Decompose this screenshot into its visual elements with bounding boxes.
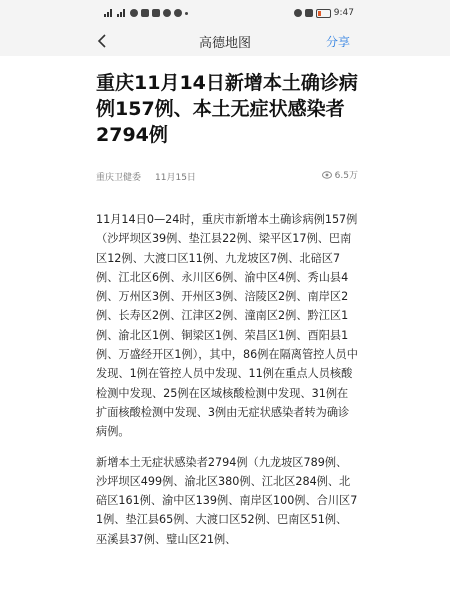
app-icon-2 [174,9,182,17]
nav-title: 高德地图 [198,35,251,51]
app-icon [163,9,171,17]
status-time: 9:47 [333,8,354,18]
signal-icon-2 [117,9,127,17]
article [96,56,358,549]
status-bar [0,0,450,26]
status-icons-left [104,9,188,17]
notification-icon [141,9,149,17]
nav-bar [0,26,450,56]
article-paragraph-2: 新增本土无症状感染者2794例（九龙坡区789例、沙坪坝区499例、渝北区380例、江北区284例、北碚区161例、渝中区139例、南岸区100例、合川区71例、垫江县65例、大渡口区52例、巴南区51例、巫溪县37例、璧山区21例、 [96,455,358,546]
view-count [322,168,358,181]
signal-icon [104,9,114,17]
article-source[interactable]: 重庆卫健委 [96,172,142,183]
eye-icon [322,171,332,179]
battery-icon [316,9,331,18]
article-paragraph-1: 11月14日0—24时，重庆市新增本土确诊病例157例（沙坪坝区39例、垫江县22例、梁平区17例、巴南区12例、大渡口区11例、九龙坡区7例、北碚区7例、江北区6例、永川区6例、渝中区4例、秀山县4例、万州区3例、开州区3例、涪陵区2例、南岸区2例、长寿区2例、江津区2例、潼南区2例、黔江区1例、渝北区1例、铜梁区1例、荣昌区1例、酉阳县1例、万盛经开区1例），其中，86例在隔离管控人员中发现、1例在管控人员中发现、11例在重点人员核酸检测中发现、25例在区域核酸检测中发现、31例在扩面核酸检测中发现、3例由无症状感染者转为确诊病例。 [96,213,358,439]
alarm-icon [294,9,302,17]
article-meta [96,168,358,184]
article-date: 11月15日 [155,172,196,183]
vibrate-icon [305,9,313,17]
view-count-value: 6.5万 [334,171,358,181]
article-title: 重庆11月14日新增本土确诊病例157例、本土无症状感染者2794例 [96,72,358,146]
status-icons-right [294,8,354,18]
chevron-left-icon[interactable] [96,33,110,49]
message-icon [152,9,160,17]
wifi-icon [130,9,138,17]
share-button[interactable]: 分享 [326,35,351,49]
more-dots-icon [185,12,188,15]
